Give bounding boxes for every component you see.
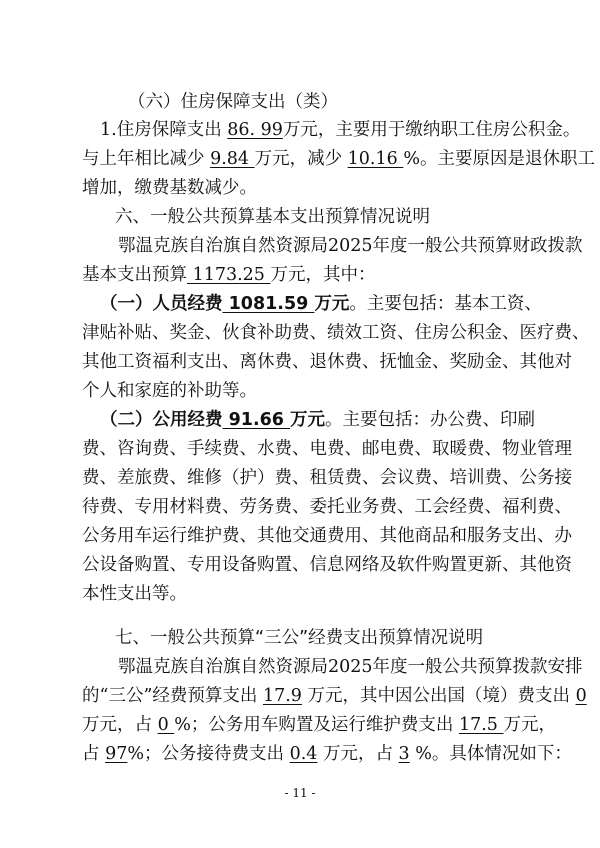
- housing-decrease-amount: 9.84: [210, 149, 255, 169]
- personnel-label: （一）人员经费: [100, 294, 223, 314]
- page-number: - 11 -: [284, 786, 316, 800]
- personnel-line-1: （一）人员经费 1081.59 万元。主要包括：基本工资、: [100, 294, 542, 314]
- public-line-7: 本性支出等。: [82, 584, 187, 604]
- housing-line-1: 1.住房保障支出 86. 99万元，主要用于缴纳职工住房公积金。: [100, 120, 581, 140]
- public-label: （二）公用经费: [100, 410, 223, 430]
- housing-line-2: 与上年相比减少 9.84 万元，减少 10.16 %。主要原因是退休职工: [82, 149, 595, 169]
- public-line-5: 公务用车运行维护费、其他交通费用、其他商品和服务支出、办: [82, 526, 572, 546]
- overseas-amount: 0: [575, 686, 587, 706]
- three-public-line-4: 占 97%；公务接待费支出 0.4 万元，占 3 %。具体情况如下：: [82, 744, 572, 764]
- personnel-line-2: 津贴补贴、奖金、伙食补助费、绩效工资、住房公积金、医疗费、: [82, 323, 590, 343]
- housing-amount: 86. 99: [227, 120, 283, 140]
- housing-heading: （六）住房保障支出（类）: [128, 92, 338, 112]
- reception-pct: 3: [398, 744, 410, 764]
- basic-expense-line-2: 基本支出预算 1173.25 万元，其中：: [82, 265, 376, 285]
- public-line-6: 公设备购置、专用设备购置、信息网络及软件购置更新、其他资: [82, 555, 572, 575]
- personnel-line-4: 个人和家庭的补助等。: [82, 381, 257, 401]
- three-public-line-3: 万元，占 0 %；公务用车购置及运行维护费支出 17.5 万元，: [82, 715, 556, 735]
- basic-expense-line-1: 鄂温克族自治旗自然资源局2025年度一般公共预算财政拨款: [118, 236, 583, 256]
- public-line-2: 费、咨询费、手续费、水费、电费、邮电费、取暖费、物业管理: [82, 439, 572, 459]
- personnel-line-3: 其他工资福利支出、离休费、退休费、抚恤金、奖励金、其他对: [82, 352, 572, 372]
- three-public-total: 17.9: [262, 686, 302, 706]
- public-line-4: 待费、专用材料费、劳务费、委托业务费、工会经费、福利费、: [82, 497, 572, 517]
- reception-amount: 0.4: [289, 744, 318, 764]
- basic-expense-amount: 1173.25: [187, 265, 271, 285]
- three-public-line-1: 鄂温克族自治旗自然资源局2025年度一般公共预算拨款安排: [118, 657, 583, 677]
- housing-line-3: 增加，缴费基数减少。: [82, 178, 257, 198]
- three-public-heading: 七、一般公共预算“三公”经费支出预算情况说明: [115, 628, 484, 648]
- public-line-3: 费、差旅费、维修（护）费、租赁费、会议费、培训费、公务接: [82, 468, 572, 488]
- personnel-amount: 1081.59: [222, 294, 315, 314]
- public-amount: 91.66: [222, 410, 291, 430]
- public-line-1: （二）公用经费 91.66 万元。主要包括：办公费、印刷: [100, 410, 536, 430]
- housing-decrease-pct: 10.16: [347, 149, 404, 169]
- basic-expense-heading: 六、一般公共预算基本支出预算情况说明: [115, 207, 430, 227]
- overseas-pct: 0: [157, 715, 175, 735]
- vehicle-pct: 97: [105, 744, 128, 764]
- three-public-line-2: 的“三公”经费预算支出 17.9 万元，其中因公出国（境）费支出 0: [82, 686, 587, 706]
- vehicle-amount: 17.5: [458, 715, 504, 735]
